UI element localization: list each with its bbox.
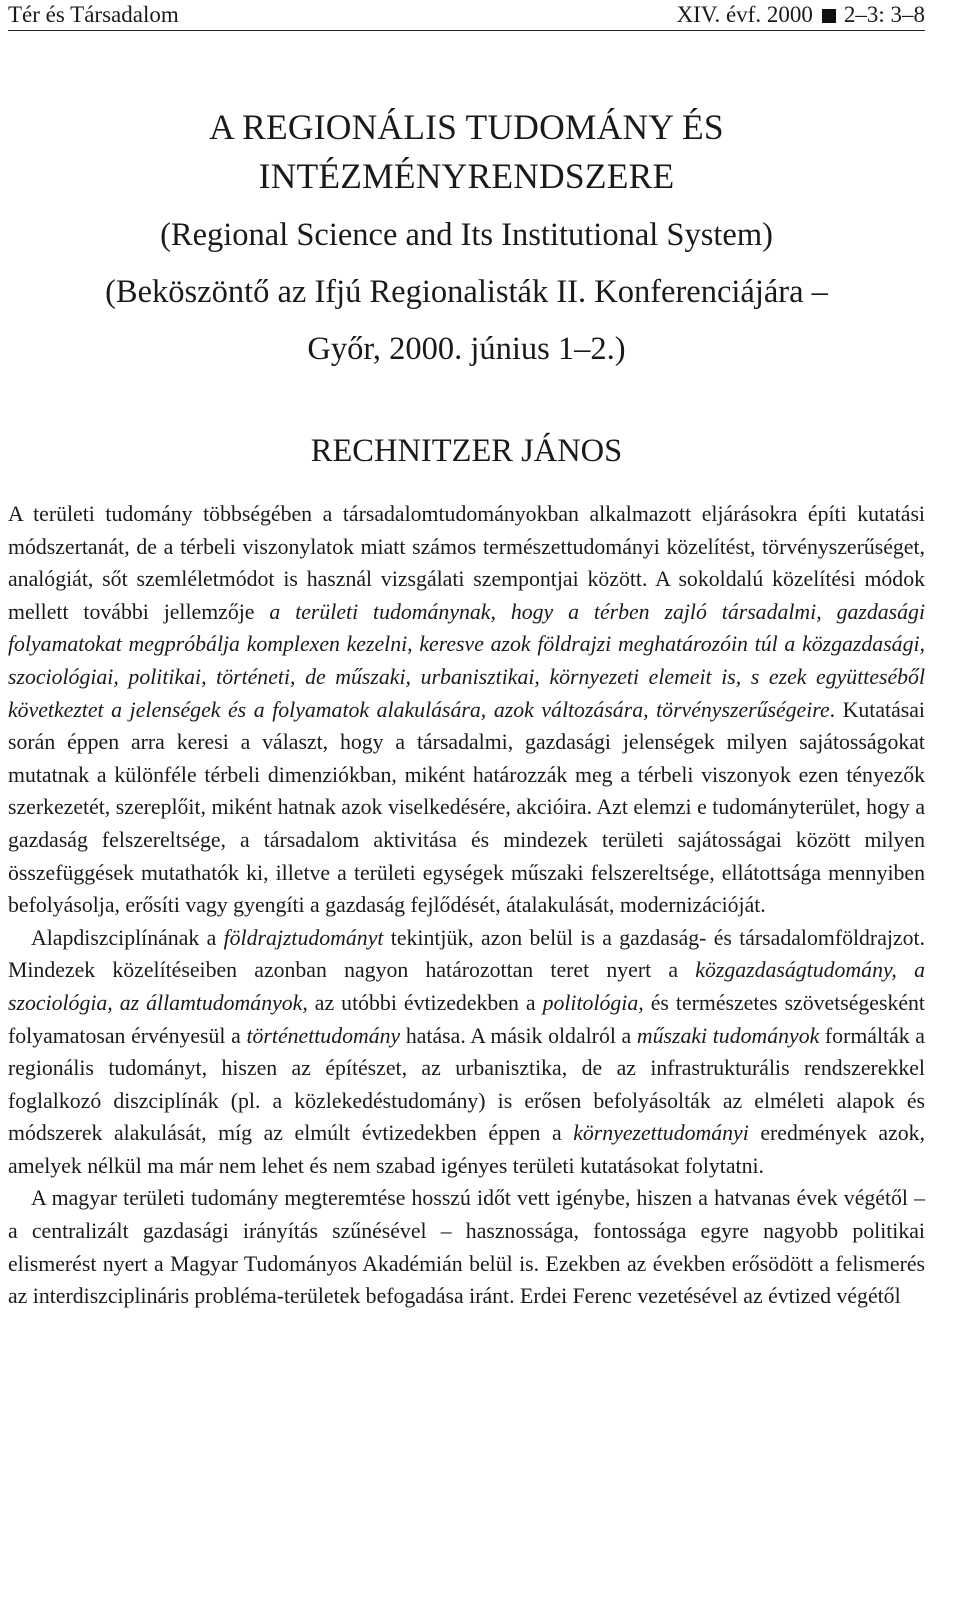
italic-text-run: közgazdaságtudomány, a szociológia, az államtudományok,	[8, 958, 926, 1015]
author-name: RECHNITZER JÁNOS	[310, 433, 623, 469]
paragraph	[8, 922, 925, 1183]
text-run: . Kutatásai során éppen arra keresi a választ, hogy a társadalmi, gazdasági jelenségek milyen sajátosságokat mutatnak a különféle térbeli dimenziókban, miként határozzák meg a térbeli viszonyok ezen tényezők szerkezetét, szereplőit, miként hatnak azok viselkedésére, akcióira. Azt elemzi e tudományterület, hogy a gazdaság felszereltsége, a társadalom aktivitása és mindezek területi sajátosságai között milyen összefüggések mutathatók ki, illetve a területi egységek műszaki felszereltsége, ellátottsága mennyiben befolyásolja, erősíti vagy gyengíti a gazdaság fejlődését, átalakulását, modernizációját.	[8, 697, 925, 918]
issue-info	[677, 3, 925, 26]
journal-name: Tér és Társadalom	[8, 2, 179, 27]
italic-text-run: környezettudományi	[573, 1121, 749, 1146]
text-run: eredmények azok, amelyek nélkül ma már nem lehet és nem szabad igényes területi kutatásokat folytatni.	[8, 1121, 926, 1178]
running-header	[8, 0, 925, 31]
article-title	[8, 103, 925, 201]
paragraph	[8, 498, 925, 922]
italic-text-run: történettudomány	[246, 1023, 401, 1048]
article-body	[8, 498, 925, 1313]
text-run: és természetes szövetségesként folyamatosan érvényesül a	[8, 990, 925, 1048]
text-run: az utóbbi évtizedekben a	[307, 990, 543, 1015]
english-title: (Regional Science and Its Institutional System)	[160, 217, 773, 253]
text-run: formálták a regionális tudományt, hiszen az építészet, az urbanisztika, de az infrastrukturális rendszerekkel foglalkozó diszciplínák (pl. a közlekedéstudomány) is erősen befolyásolták az elméleti alapok és módszerek alakulását, míg az elmúlt évtizedekben éppen a	[8, 1023, 925, 1146]
issue-volume: XIV. évf. 2000	[676, 2, 813, 27]
title-block	[8, 103, 925, 378]
text-run: hatása. A másik oldalról a	[400, 1023, 637, 1048]
page	[8, 0, 925, 1313]
square-bullet-icon	[822, 9, 836, 23]
italic-text-run: politológia,	[542, 990, 644, 1015]
occasion-line-1: (Beköszöntő az Ifjú Regionalisták II. Konferenciájára –	[105, 274, 828, 310]
occasion-line-2: Győr, 2000. június 1–2.)	[307, 331, 626, 367]
text-run: Alapdiszciplínának a	[31, 925, 224, 950]
text-run: A magyar területi tudomány megteremtése hosszú időt vett igénybe, hiszen a hatvanas évek végétől – a centralizált gazdasági irányítás szűnésével – hasznossága, fontossága egyre nagyobb politikai elismerést nyert a Magyar Tudományos Akadémián belül is. Ezekben az években erősödött a felismerés az interdiszciplináris probléma-területek befogadása iránt. Erdei Ferenc vezetésével az évtized végétől	[8, 1186, 925, 1309]
text-run: tekintjük, azon belül is a gazdaság- és társadalomföldrajzot. Mindezek közelítéseiben azonban nagyon határozottan teret nyert a	[8, 925, 926, 983]
title-line-2: INTÉZMÉNYRENDSZERE	[258, 156, 675, 196]
italic-text-run: műszaki tudományok	[636, 1023, 820, 1048]
italic-text-run: a területi tudománynak, hogy a térben zajló társadalmi, gazdasági folyamatokat megpróbálja komplexen kezelni, keresve azok földrajzi meghatározóin túl a közgazdasági, szociológiai, politikai, történeti, de műszaki, urbanisztikai, környezeti elemeit is, s ezek együtteséből következtet a jelenségek és a folyamatok alakulására, azok változására, törvényszerűségeire	[8, 599, 925, 722]
text-run: A területi tudomány többségében a társadalomtudományokban alkalmazott eljárásokra építi kutatási módszertanát, de a térbeli viszonylatok miatt számos természettudományi közelítést, törvényszerűséget, analógiát, sőt szemléletmódot is használ vizsgálati szempontjai között. A sokoldalú közelítési módok mellett további jellemzője	[8, 502, 925, 624]
issue-pages: 2–3: 3–8	[843, 2, 925, 27]
italic-text-run: földrajztudományt	[223, 925, 384, 950]
title-line-1: A REGIONÁLIS TUDOMÁNY ÉS	[209, 107, 724, 147]
paragraph	[8, 1182, 925, 1312]
